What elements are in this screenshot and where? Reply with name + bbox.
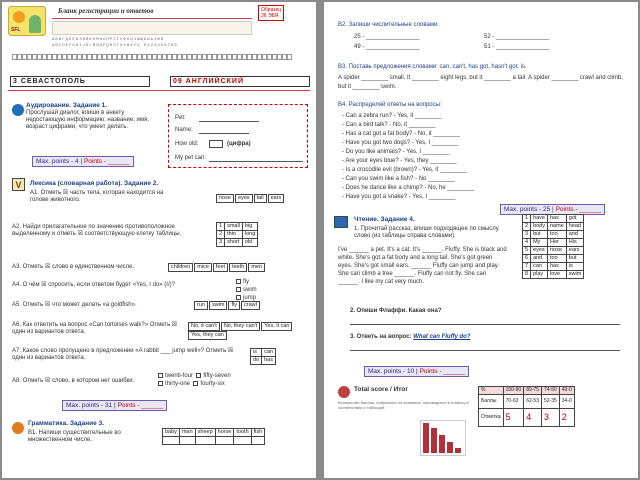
word-cell[interactable]: have (531, 215, 548, 223)
word-cell: 2 (523, 223, 531, 231)
alphabet-lower: ABCDEFGHIJKLMNOPQRSTUVWXYZ 0123456789 (52, 44, 178, 48)
a3-opt[interactable]: children (168, 263, 193, 272)
form-label-age: How old: (175, 141, 199, 147)
word-cell[interactable]: My (531, 239, 548, 247)
task2-a2: А2. Найди прилагательное по значению противоположное выделенному и отметь ☒ соответствующую клетку таблицы. (12, 224, 182, 237)
word-cell[interactable]: love (548, 271, 567, 279)
b2-line[interactable]: 51 - ________________ (484, 44, 550, 50)
a3-opt[interactable]: men (248, 263, 265, 272)
score-bar (455, 448, 461, 453)
word-cell[interactable]: and (531, 255, 548, 263)
b1-table (162, 428, 265, 445)
b1-answer[interactable] (234, 437, 251, 445)
a2-num: 3 (217, 239, 225, 247)
grade-head: % (479, 387, 504, 395)
task3-b1: В1. Напиши существительные во множественном числе. (28, 430, 121, 443)
a8-opt: fourty-six (200, 381, 225, 387)
grade-mark: Отметка (479, 409, 504, 427)
task2-a1: А1. Отметь ☒ часть тела, которая находится на голове животного. (30, 190, 164, 203)
b3-title: В3. Поставь предложения словами: can, can't, has got, hasn't got, is. (338, 64, 527, 70)
word-cell[interactable]: has (548, 263, 567, 271)
word-cell[interactable]: Her (548, 239, 567, 247)
answer-line-q2[interactable] (350, 324, 620, 325)
header-divider (52, 18, 252, 19)
a5-opt[interactable]: fly (228, 301, 240, 310)
b2-title: В2. Запиши числительные словами: (338, 22, 439, 28)
grade-cell: 70-63 (503, 395, 524, 409)
word-cell[interactable]: swim (566, 271, 584, 279)
a8-checkbox[interactable] (196, 373, 201, 378)
can-input[interactable] (209, 161, 303, 162)
grade-cell: 52-35 (541, 395, 559, 409)
task2-maxpts: Max. points - 31 (66, 402, 113, 409)
b1-word: baby (163, 429, 180, 437)
subject-field[interactable]: 09 АНГЛИЙСКИЙ (170, 76, 310, 87)
a6-opt[interactable]: No, they can't (221, 322, 260, 331)
word-table (522, 214, 584, 279)
score-icon (338, 386, 350, 398)
question-item[interactable]: - Is a crocodile evil (brown)? - Yes, it ________ (342, 167, 467, 173)
stamp-code: 36 ЭБЯ (261, 13, 279, 19)
form-label-pet: Pet: (175, 115, 186, 121)
a2-cell[interactable]: big (242, 223, 257, 231)
a8-opt: twenti-four (165, 373, 194, 379)
score-bar (423, 423, 429, 453)
word-cell: 1 (523, 215, 531, 223)
a8-checkbox[interactable] (193, 381, 198, 386)
word-cell[interactable]: got (566, 215, 584, 223)
word-cell: 7 (523, 263, 531, 271)
score-bar-chart (420, 420, 466, 456)
word-cell[interactable]: ears (566, 247, 584, 255)
b1-answer[interactable] (163, 437, 180, 445)
word-cell[interactable]: has (548, 215, 567, 223)
a2-cell[interactable]: long (242, 231, 257, 239)
question-item[interactable]: - Are your eyes blue? - Yes, they ________ (342, 158, 457, 164)
b3-text[interactable]: A spider ________ small. It ________ eight legs, but it ________ a tail. A spider ________ crawl and climb, but it ________ swim. (338, 75, 623, 90)
a2-cell[interactable]: short (225, 239, 243, 247)
a3-opt[interactable]: mice (194, 263, 212, 272)
sun-icon (13, 11, 25, 23)
task1-maxpts: Max. points - 4 (36, 158, 79, 165)
b1-answer[interactable] (195, 437, 215, 445)
score-bar (439, 435, 445, 453)
word-cell[interactable]: too (548, 255, 567, 263)
a4-checkbox[interactable] (236, 287, 241, 292)
task2-a6: А6. Как ответить на вопрос «Can tortoises walk?» Отметь ☒ один из вариантов ответа. (12, 322, 178, 335)
form-title: Бланк регистрации и ответов (58, 7, 154, 15)
a2-table (216, 222, 258, 247)
word-cell[interactable]: eyes (531, 247, 548, 255)
b1-word: fish (251, 429, 265, 437)
grade-mark: 4 (524, 409, 542, 427)
task2-a7: А7. Какое слово пропущено в предложении «A rabbit ___ jump well»? Отметь ☒ один из вариантов ответа. (12, 348, 234, 361)
word-cell[interactable]: is (566, 263, 584, 271)
story-text[interactable]: I've ______ a pet. It's a cat. It's ______. Fluffy. She is black and white. She's got a fat body and a long tail. She's got green eyes. She's got small ears. ______ Fluffy can jump and play. She can climb a tree ______. Fluffy can not fly. She can ______. I like my cat very much. (338, 247, 507, 285)
grade-head: 74-50 (541, 387, 559, 395)
grade-mark: 5 (503, 409, 524, 427)
task1-text: Прослушай диалог, впиши в анкету недостающую информацию: название, имя, возраст цифрами, что умеет делать. (26, 110, 149, 130)
age-input[interactable] (209, 140, 223, 148)
grade-mark: 2 (559, 409, 574, 427)
a1-options (216, 194, 285, 203)
grade-head: 100-90 (503, 387, 524, 395)
a7-opt[interactable]: can (262, 349, 276, 357)
grade-cell: Баллы (479, 395, 504, 409)
task4-maxpts: Max. points - 10 (368, 368, 415, 375)
question-item[interactable]: - Can a zebra run? - Yes, it ________ (342, 113, 442, 119)
a1-opt-nose[interactable]: nose (216, 194, 234, 203)
task4-q2: 2. Опиши Флаффи. Какая она? (350, 308, 442, 314)
question-item[interactable]: - Can a bird talk? - No, it ________ (342, 122, 436, 128)
total-note: Количество баллов, набранных на экзамене, переводится в отметку в соответствии с таблицей. (338, 400, 469, 410)
a7-opt[interactable]: has (262, 357, 276, 365)
task2-a4: А4. О чём ☒ спросить, если ответом будет «Yes, I do» (I/)? (12, 282, 175, 288)
a3-opt[interactable]: feet (213, 263, 228, 272)
right-page (324, 2, 638, 478)
form-label-name: Name: (175, 127, 193, 133)
question-list (342, 112, 522, 202)
task4-points-box: Max. points - 10 | Points - ______ (364, 366, 469, 377)
left-page (2, 2, 316, 478)
a5-opt[interactable]: run (194, 301, 208, 310)
task2-a3: А3. Отметь ☒ слово в единственном числе. (12, 264, 135, 270)
word-cell[interactable]: and (566, 231, 584, 239)
grade-mark: 3 (541, 409, 559, 427)
a3-opt[interactable]: teeth (229, 263, 247, 272)
a7-opt[interactable]: is (251, 349, 262, 357)
a6-opt[interactable]: No, it can't (188, 322, 220, 331)
word-cell: 5 (523, 247, 531, 255)
word-cell[interactable]: play (531, 271, 548, 279)
id-cells[interactable] (12, 54, 292, 60)
word-cell: 3 (523, 231, 531, 239)
task3-title: Грамматика. Задание 3. (28, 420, 105, 427)
region-field[interactable]: 3 СЕВАСТОПОЛЬ (10, 76, 150, 87)
grade-table (478, 386, 575, 427)
book-icon (334, 216, 348, 228)
b-points-box: Max. points - 25 | Points - ______ (500, 204, 605, 215)
task4-q3 (350, 334, 470, 341)
a6-opt[interactable]: Yes, it can (261, 322, 292, 331)
a6-opt[interactable]: Yes, they can (188, 331, 227, 340)
b-points[interactable]: Points - ______ (555, 206, 602, 213)
word-cell[interactable]: but (566, 255, 584, 263)
section-divider (8, 90, 310, 91)
task2-a5: А5. Отметь ☒ что может делать «a goldfish». (12, 302, 137, 308)
a4-checkbox[interactable] (236, 279, 241, 284)
pet-input[interactable] (199, 121, 259, 122)
task2-points[interactable]: Points - ______ (117, 402, 164, 409)
word-cell[interactable]: nose (548, 247, 567, 255)
a5-options (194, 301, 261, 310)
a1-opt-eyes[interactable]: eyes (235, 194, 253, 203)
q3-question: What can Fluffy do? (413, 334, 471, 340)
answer-line-q3[interactable] (350, 350, 620, 351)
a4-opt: swim (243, 287, 257, 293)
task2-points-box: Max. points - 31 | Points - ______ (62, 400, 167, 411)
a8-checkbox[interactable] (158, 373, 163, 378)
word-cell: 8 (523, 271, 531, 279)
sample-stamp (258, 5, 284, 21)
b-maxpts: Max. points - 25 (504, 206, 551, 213)
word-cell[interactable]: can (531, 263, 548, 271)
q3-label: 3. Ответь на вопрос: (350, 334, 412, 340)
score-bar (431, 428, 437, 453)
a2-num: 2 (217, 231, 225, 239)
word-cell[interactable]: body (531, 223, 548, 231)
b2-line[interactable]: 52 - ________________ (484, 34, 550, 40)
question-item[interactable]: - Do you like animals? - Yes, I ________ (342, 149, 450, 155)
word-cell[interactable]: but (531, 231, 548, 239)
b2-line[interactable]: 25 - ________________ (354, 34, 420, 40)
age-hint: (цифра) (227, 141, 251, 147)
task4-title: Чтение. Задание 4. (354, 216, 415, 223)
a8-opt: thirty-one (165, 381, 191, 387)
headphones-icon (12, 104, 24, 116)
logo-text: SFL (11, 27, 21, 33)
a5-opt[interactable]: swim (209, 301, 228, 310)
question-item[interactable]: - Have you got a snake? - Yes, I ________ (342, 194, 456, 200)
a2-num: 1 (217, 223, 225, 231)
grammar-icon (12, 422, 24, 434)
alphabet-upper: АБВГДЕЁЖЗИЙКЛМНОПРСТУФХЦЧШЩЪЫЬЭЮЯ (52, 38, 165, 42)
child-icon (29, 15, 41, 33)
a4-checkbox[interactable] (236, 295, 241, 300)
b1-word: man (179, 429, 195, 437)
a4-opt: fly (243, 279, 249, 285)
question-item[interactable]: - Does he dance like a chimp? - No, he ________ (342, 185, 475, 191)
a2-cell[interactable]: old (242, 239, 257, 247)
b2-line[interactable]: 49 - ________________ (354, 44, 420, 50)
word-cell[interactable]: head (566, 223, 584, 231)
b1-answer[interactable] (179, 437, 195, 445)
task2-title: Лексика (словарная работа). Задание 2. (30, 180, 159, 187)
name-input[interactable] (199, 133, 249, 134)
word-cell[interactable]: His (566, 239, 584, 247)
instructions-box (52, 21, 252, 35)
question-item[interactable]: - Can you swim like a fish? - No ________ (342, 176, 455, 182)
word-cell[interactable]: name (548, 223, 567, 231)
total-title: Total score / Итог (354, 386, 409, 393)
a2-cell[interactable]: small (225, 223, 243, 231)
b4-title: В4. Распределяй ответы на вопросы: (338, 102, 442, 108)
stamp-text: Образец (261, 7, 282, 13)
task1-points-box: Max. points - 4 | Points - ______ (32, 156, 134, 167)
word-cell[interactable]: too (548, 231, 567, 239)
question-item[interactable]: - Have you got two dogs? - Yes, I ________ (342, 140, 459, 146)
task4-text1: 1. Прочитай рассказ, впиши подходящее по смыслу слово (из таблицы справа словами). (354, 226, 499, 239)
task4-points[interactable]: Points - ______ (419, 368, 466, 375)
b1-answer[interactable] (251, 437, 265, 445)
a4-options (236, 278, 257, 302)
a1-opt-ears[interactable]: ears (268, 194, 285, 203)
a8-options (158, 372, 268, 388)
a6-options (188, 322, 308, 340)
task1-title: Аудирование. Задание 1. (26, 102, 108, 109)
a8-checkbox[interactable] (158, 381, 163, 386)
pet-form (168, 104, 308, 168)
word-cell: 6 (523, 255, 531, 263)
form-label-can: My pet can: (175, 155, 207, 161)
b1-answer[interactable] (215, 437, 234, 445)
b1-word: sheep (195, 429, 215, 437)
b1-word: tooth (234, 429, 251, 437)
vocabulary-icon: V (12, 178, 25, 191)
a2-cell[interactable]: thin (225, 231, 243, 239)
score-bar (447, 442, 453, 453)
grade-head: 89-75 (524, 387, 542, 395)
word-cell: 4 (523, 239, 531, 247)
logo (8, 6, 46, 36)
grade-cell: 62-53 (524, 395, 542, 409)
a8-opt: fifty-seven (203, 373, 231, 379)
task1-points[interactable]: Points - ______ (83, 158, 130, 165)
question-item[interactable]: - Has a cat got a fat body? - No, it ________ (342, 131, 461, 137)
a3-options (168, 263, 266, 272)
grade-cell: 34-0 (559, 395, 574, 409)
a4-opt: jump (243, 295, 257, 301)
grade-head: 49-0 (559, 387, 574, 395)
a7-opt[interactable]: do (251, 357, 262, 365)
a5-opt[interactable]: crawl (241, 301, 260, 310)
b1-word: horse (215, 429, 234, 437)
a1-opt-tail[interactable]: tail (254, 194, 267, 203)
task2-a8: А8. Отметь ☒ слово, в котором нет ошибки. (12, 378, 135, 384)
a7-table (250, 348, 276, 365)
